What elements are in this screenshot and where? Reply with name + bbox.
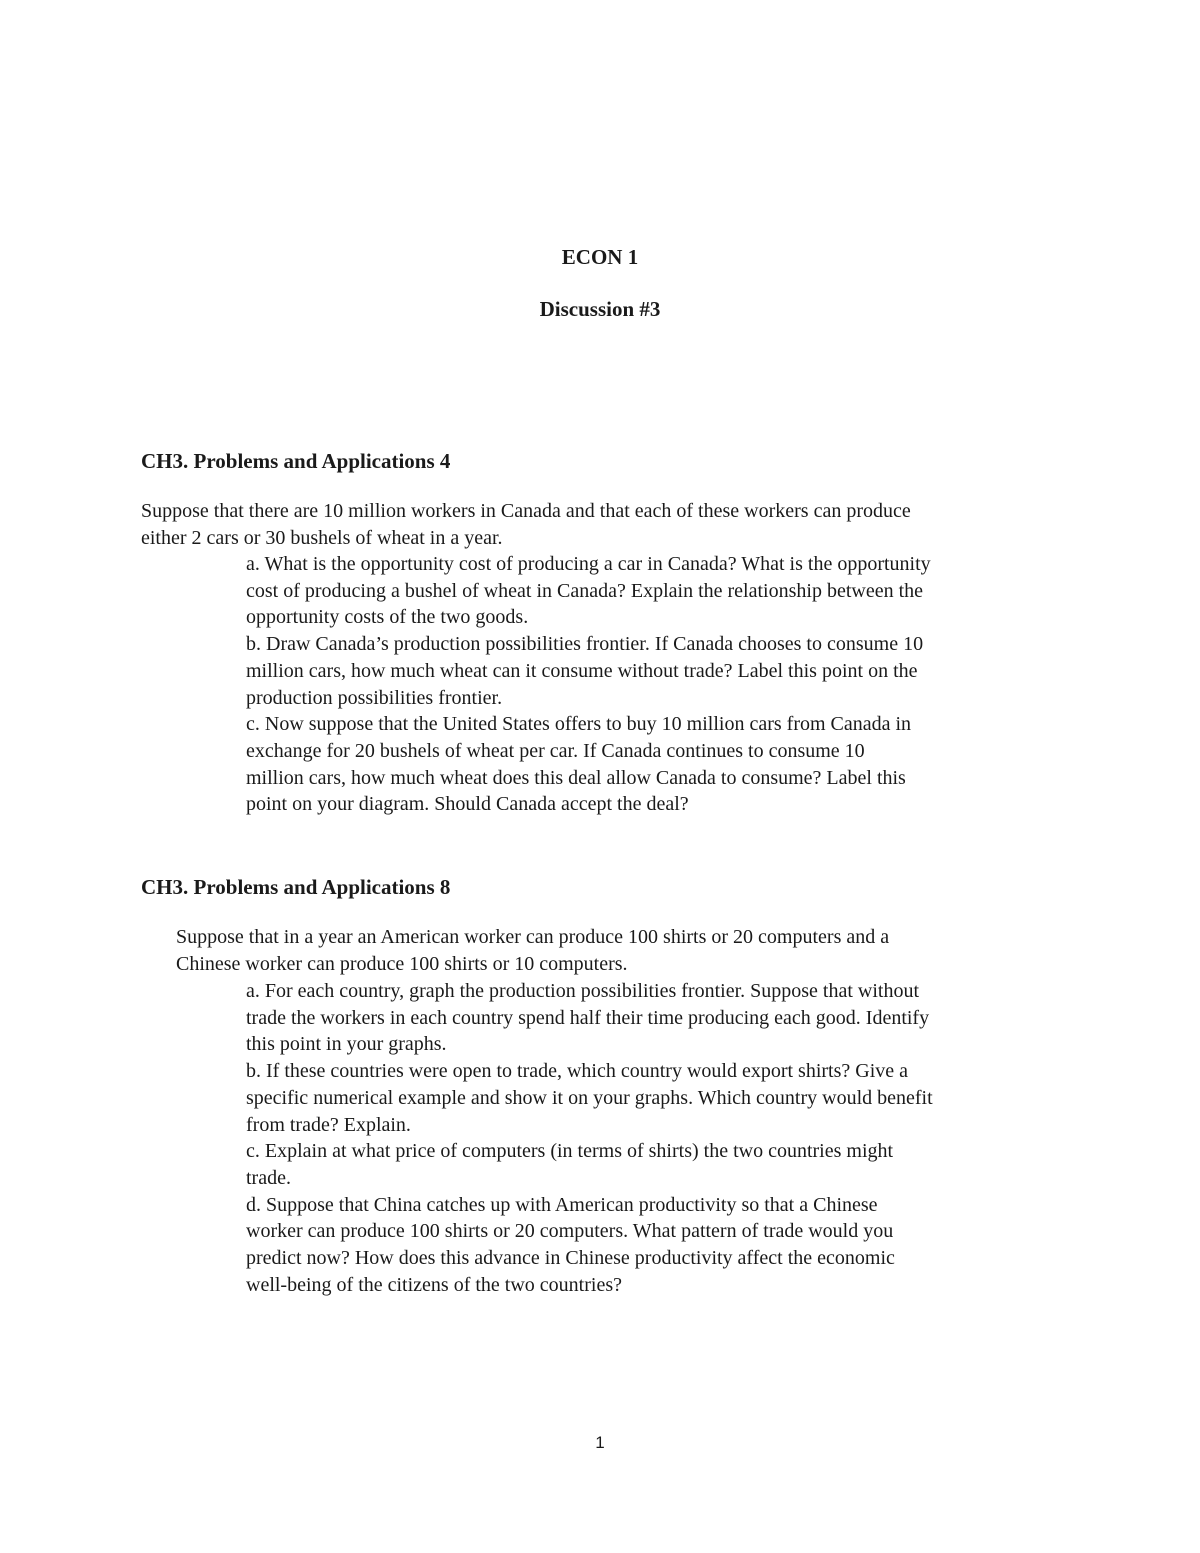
section-intro	[176, 924, 889, 977]
section-heading: CH3. Problems and Applications 4	[141, 449, 451, 473]
text-line: a. What is the opportunity cost of producing a car in Canada? What is the opportunity	[246, 553, 931, 575]
question-list	[246, 551, 931, 818]
text-line: million cars, how much wheat does this deal allow Canada to consume? Label this	[246, 766, 906, 789]
text-line: this point in your graphs.	[246, 1033, 447, 1056]
document-subtitle: Discussion #3	[539, 297, 661, 321]
document-title: ECON 1	[561, 245, 639, 269]
text-line: opportunity costs of the two goods.	[246, 606, 529, 629]
question-item-a	[246, 551, 931, 631]
text-line: c. Explain at what price of computers (in terms of shirts) the two countries might	[246, 1140, 894, 1163]
text-line: point on your diagram. Should Canada accept the deal?	[246, 793, 689, 816]
text-line: trade.	[246, 1166, 291, 1189]
text-line: Suppose that in a year an American worker can produce 100 shirts or 20 computers and a	[176, 926, 890, 948]
text-line: predict now? How does this advance in Chinese productivity affect the economic	[246, 1247, 895, 1270]
text-line: cost of producing a bushel of wheat in Canada? Explain the relationship between the	[246, 579, 924, 602]
question-item-a	[246, 978, 933, 1058]
text-line: million cars, how much wheat can it consume without trade? Label this point on the	[246, 659, 918, 682]
text-line: a. For each country, graph the production possibilities frontier. Suppose that without	[246, 980, 920, 1002]
text-line: b. Draw Canada’s production possibilities frontier. If Canada chooses to consume 10	[246, 633, 924, 656]
question-item-c	[246, 711, 931, 818]
text-line: c. Now suppose that the United States offers to buy 10 million cars from Canada in	[246, 713, 912, 736]
question-item-b	[246, 1058, 933, 1138]
section-intro	[141, 498, 911, 551]
page-number: 1	[595, 1433, 605, 1452]
text-line: exchange for 20 bushels of wheat per car. If Canada continues to consume 10	[246, 739, 865, 762]
text-line: well-being of the citizens of the two countries?	[246, 1273, 622, 1296]
question-list	[246, 978, 933, 1298]
text-line: Chinese worker can produce 100 shirts or 10 computers.	[176, 952, 628, 975]
text-line: either 2 cars or 30 bushels of wheat in a year.	[141, 526, 503, 549]
text-line: b. If these countries were open to trade, which country would export shirts? Give a	[246, 1060, 909, 1083]
text-line: Suppose that there are 10 million workers in Canada and that each of these workers can produce	[141, 500, 911, 522]
text-line: production possibilities frontier.	[246, 686, 503, 709]
question-item-c	[246, 1138, 933, 1191]
question-item-d	[246, 1192, 933, 1299]
text-line: trade the workers in each country spend half their time producing each good. Identify	[246, 1006, 930, 1029]
question-item-b	[246, 631, 931, 711]
section-heading: CH3. Problems and Applications 8	[141, 875, 451, 899]
text-line: from trade? Explain.	[246, 1113, 411, 1136]
text-line: worker can produce 100 shirts or 20 computers. What pattern of trade would you	[246, 1220, 894, 1243]
text-line: specific numerical example and show it on your graphs. Which country would benefit	[246, 1086, 933, 1109]
text-line: d. Suppose that China catches up with American productivity so that a Chinese	[246, 1193, 878, 1216]
